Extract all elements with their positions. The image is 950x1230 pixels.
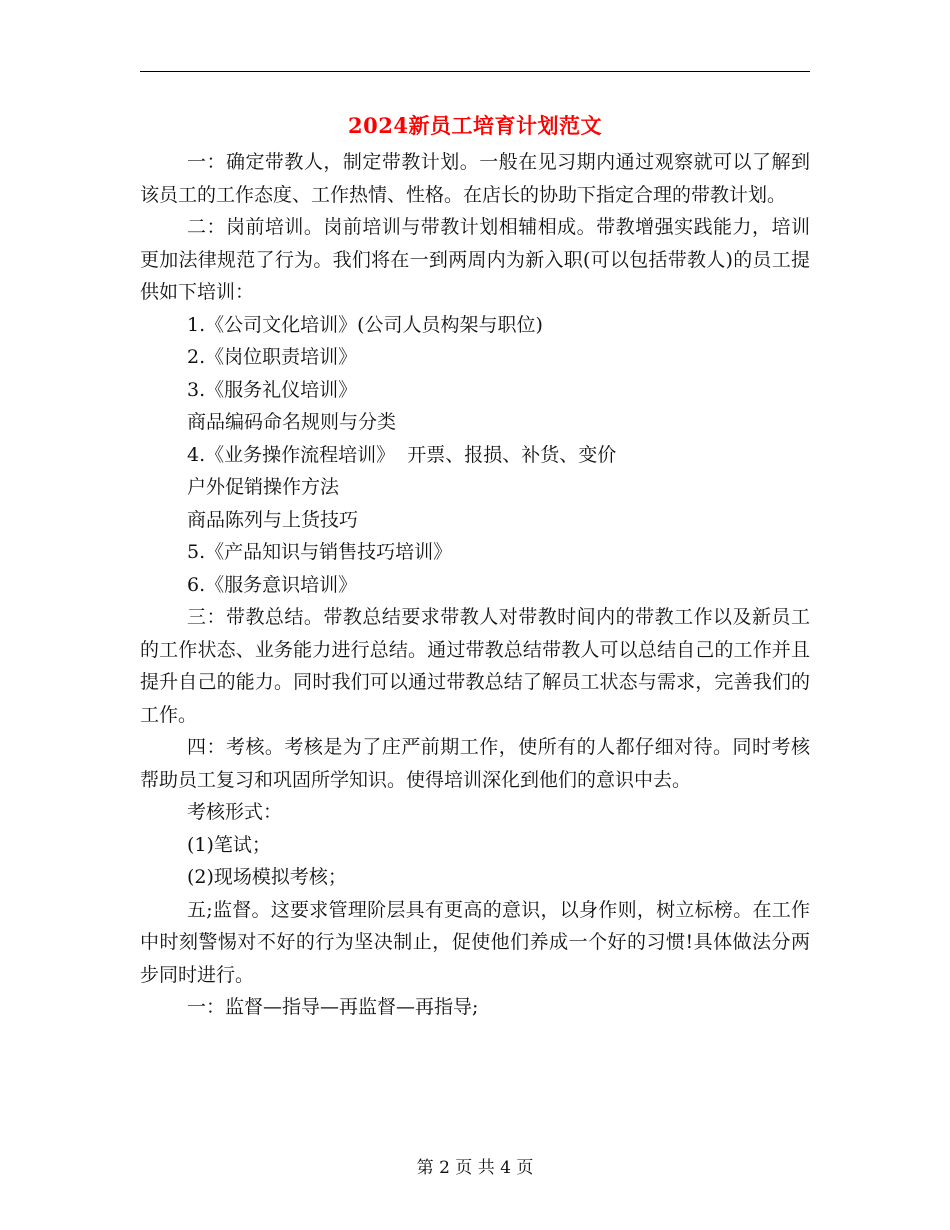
paragraph: 四：考核。考核是为了庄严前期工作，使所有的人都仔细对待。同时考核帮助员工复习和巩固所学知识。使得培训深化到他们的意识中去。 bbox=[140, 736, 810, 791]
document-title: 2024新员工培育计划范文 bbox=[348, 113, 602, 138]
paragraph: 三：带教总结。带教总结要求带教人对带教时间内的带教工作以及新员工的工作状态、业务能力进行总结。通过带教总结带教人可以总结自己的工作并且提升自己的能力。同时我们可以通过带教总结了解员工状态与需求，完善我们的工作。 bbox=[140, 606, 810, 726]
list-item: 户外促销操作方法 bbox=[187, 476, 340, 498]
list-item: (1)笔试； bbox=[187, 833, 271, 856]
list-item: 5.《产品知识与销售技巧培训》 bbox=[187, 541, 453, 563]
header-rule bbox=[140, 71, 810, 72]
list-item: 商品陈列与上货技巧 bbox=[187, 508, 359, 531]
paragraph: 五;监督。这要求管理阶层具有更高的意识，以身作则，树立标榜。在工作中时刻警惕对不好的行为坚决制止，促使他们养成一个好的习惯!具体做法分两步同时进行。 bbox=[140, 898, 810, 986]
list-item: 一：监督—指导—再监督—再指导; bbox=[187, 996, 479, 1018]
paragraph: 一：确定带教人，制定带教计划。一般在见习期内通过观察就可以了解到该员工的工作态度、工作热情、性格。在店长的协助下指定合理的带教计划。 bbox=[140, 151, 810, 206]
list-item: 考核形式： bbox=[187, 801, 283, 823]
paragraph: 二：岗前培训。岗前培训与带教计划相辅相成。带教增强实践能力，培训更加法律规范了行为。我们将在一到两周内为新入职(可以包括带教人)的员工提供如下培训： bbox=[140, 216, 810, 303]
list-item: 6.《服务意识培训》 bbox=[187, 573, 358, 596]
list-item: 2.《岗位职责培训》 bbox=[187, 346, 358, 368]
list-item: 4.《业务操作流程培训》 开票、报损、补货、变价 bbox=[187, 443, 617, 466]
list-item: (2)现场模拟考核； bbox=[187, 866, 347, 888]
page-number-footer: 第 2 页 共 4 页 bbox=[416, 1158, 534, 1178]
list-item: 3.《服务礼仪培训》 bbox=[187, 378, 358, 401]
document-body bbox=[140, 146, 810, 1024]
list-item: 1.《公司文化培训》(公司人员构架与职位) bbox=[187, 313, 543, 336]
list-item: 商品编码命名规则与分类 bbox=[187, 411, 397, 433]
